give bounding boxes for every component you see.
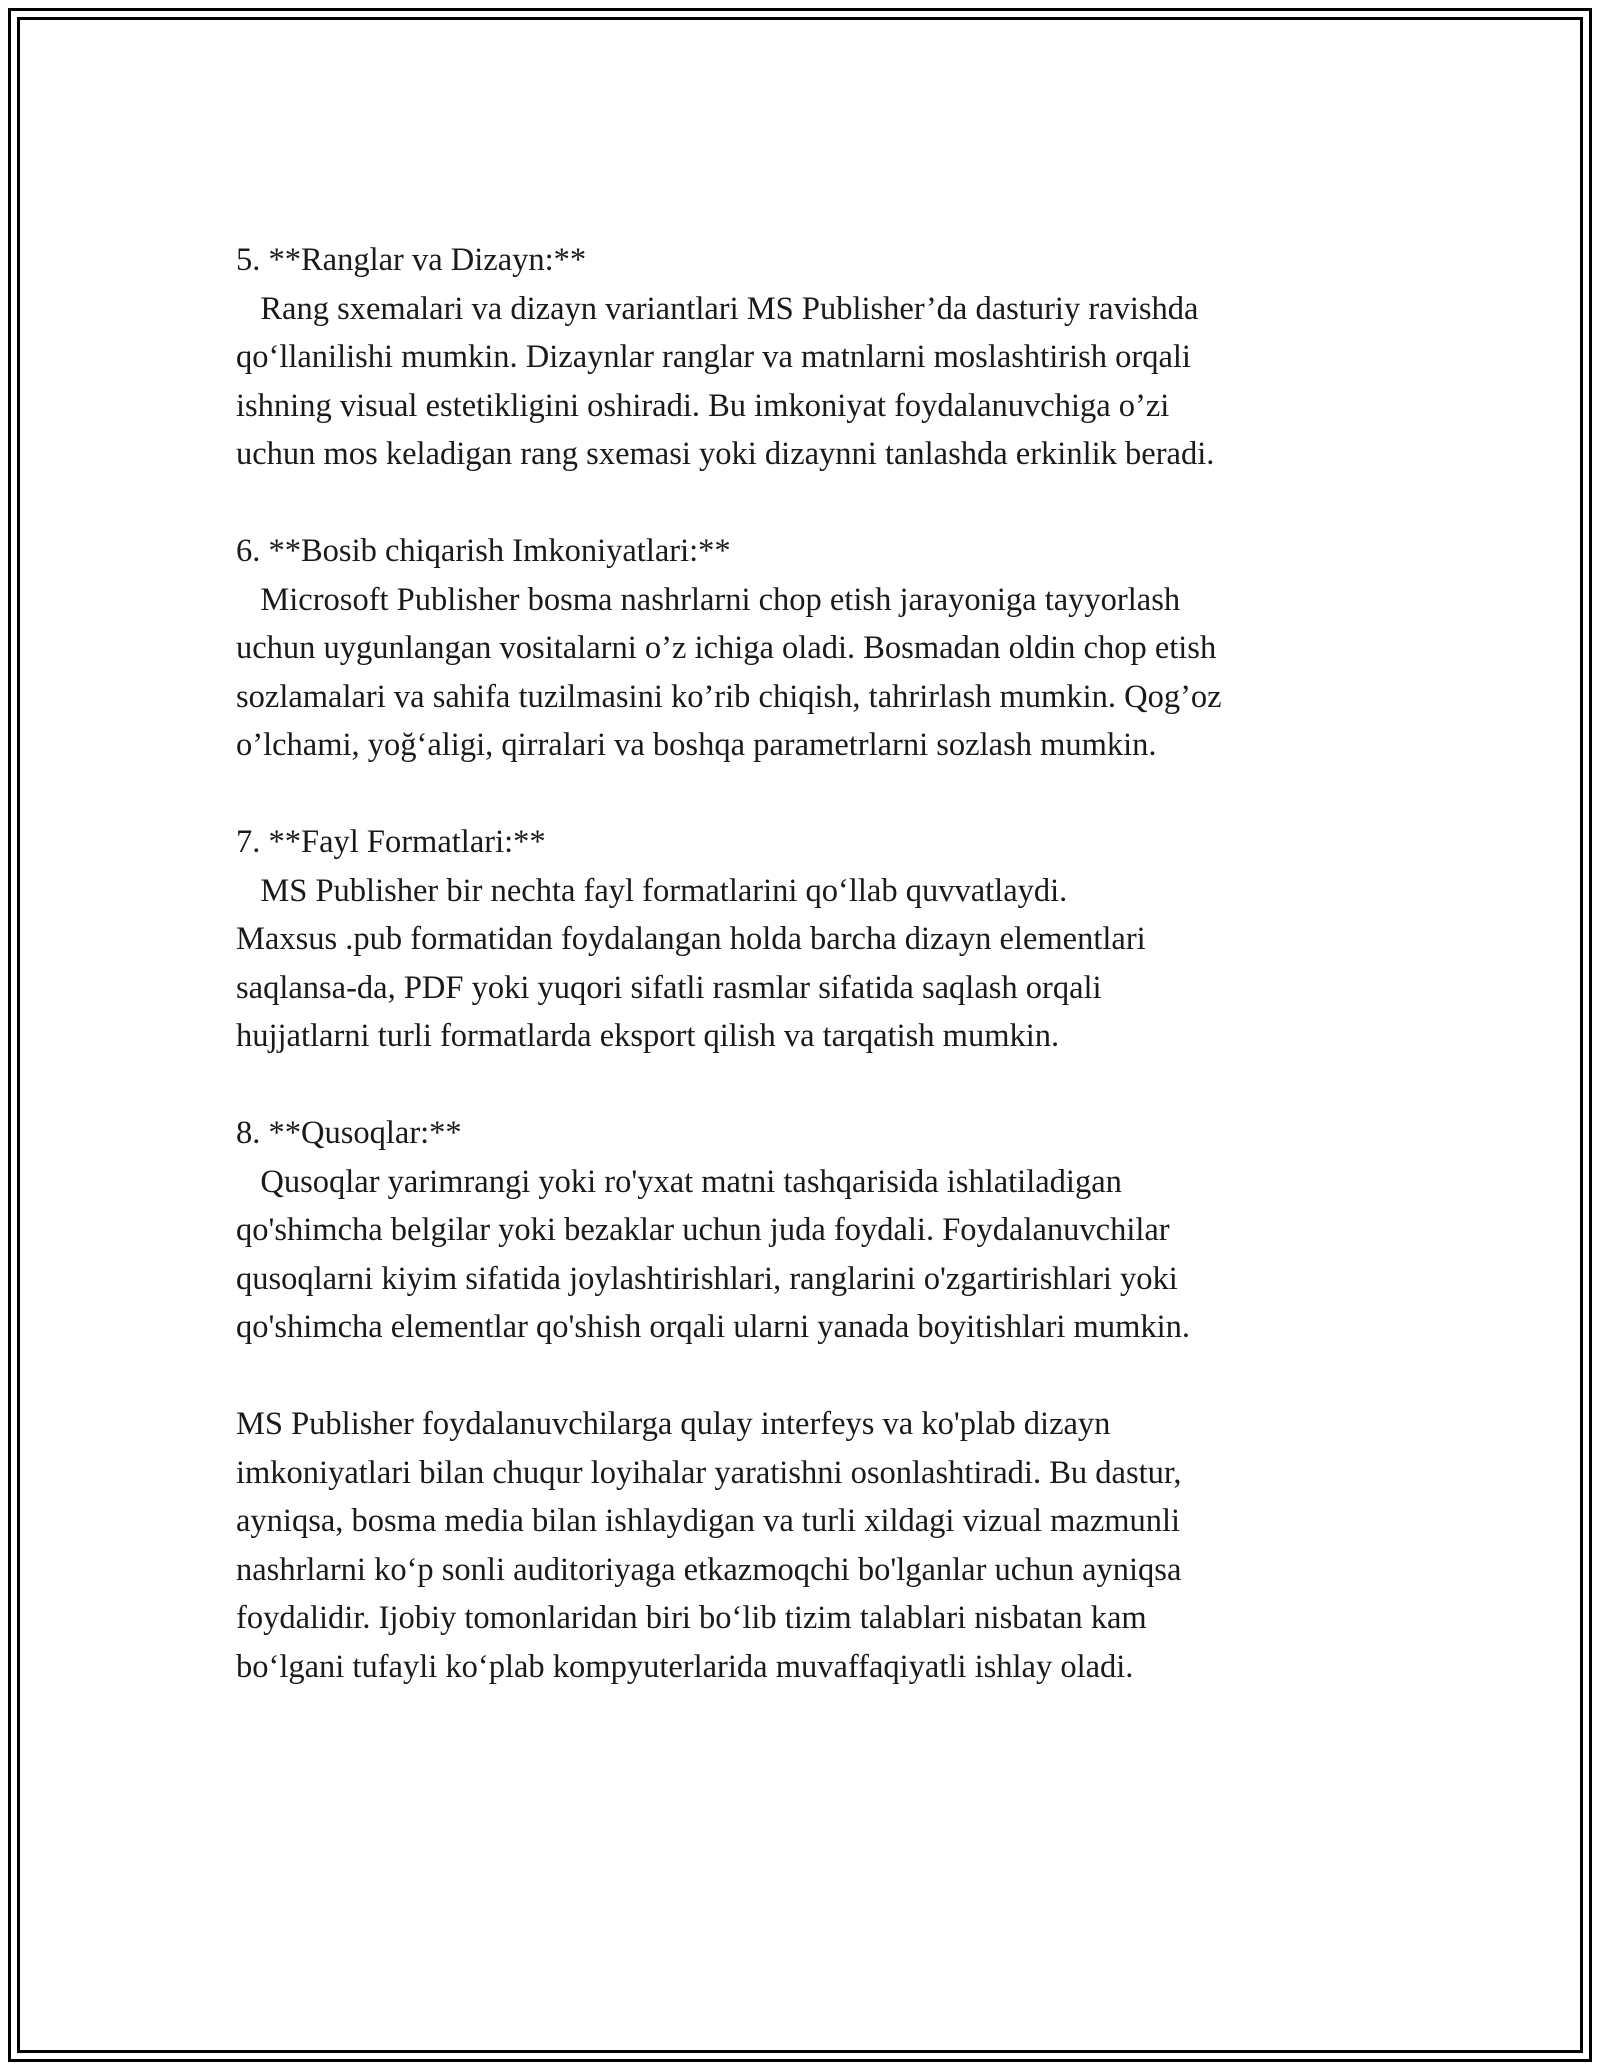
- text-line: o’lchami, yoğ‘aligi, qirralari va boshqa parametrlarni sozlash mumkin.: [236, 727, 1157, 763]
- text-line: uchun uygunlangan vositalarni o’z ichiga oladi. Bosmadan oldin chop etish: [236, 630, 1217, 666]
- text-line: qo'shimcha elementlar qo'shish orqali ularni yanada boyitishlari mumkin.: [236, 1309, 1191, 1345]
- section-heading: 5. **Ranglar va Dizayn:**: [236, 242, 587, 278]
- text-line: bo‘lgani tufayli ko‘plab kompyuterlarida muvaffaqiyatli ishlay oladi.: [236, 1648, 1134, 1685]
- text-line: qo‘llanilishi mumkin. Dizaynlar ranglar va matnlarni moslashtirish orqali: [236, 339, 1191, 375]
- text-line: Rang sxemalari va dizayn variantlari MS Publisher’da dasturiy ravishda: [236, 290, 1199, 327]
- text-line: Qusoqlar yarimrangi yoki ro'yxat matni tashqarisida ishlatiladigan: [236, 1163, 1122, 1200]
- document-body: [236, 236, 1386, 1740]
- text-line: qusoqlarni kiyim sifatida joylashtirishlari, ranglarini o'zgartirishlari yoki: [236, 1260, 1178, 1297]
- section-heading: 8. **Qusoqlar:**: [236, 1115, 462, 1151]
- section-heading: 6. **Bosib chiqarish Imkoniyatlari:**: [236, 533, 731, 569]
- text-line: ishning visual estetikligini oshiradi. Bu imkoniyat foydalanuvchiga o’zi: [236, 387, 1170, 424]
- section-fayl-formatlari: [236, 818, 1386, 1061]
- text-line: imkoniyatlari bilan chuqur loyihalar yaratishni osonlashtiradi. Bu dastur,: [236, 1454, 1182, 1491]
- text-line: Maxsus .pub formatidan foydalangan holda barcha dizayn elementlari: [236, 921, 1146, 957]
- text-line: hujjatlarni turli formatlarda eksport qilish va tarqatish mumkin.: [236, 1018, 1060, 1054]
- text-line: qo'shimcha belgilar yoki bezaklar uchun juda foydali. Foydalanuvchilar: [236, 1212, 1170, 1248]
- text-line: uchun mos keladigan rang sxemasi yoki dizaynni tanlashda erkinlik beradi.: [236, 436, 1215, 472]
- section-ranglar-va-dizayn: [236, 236, 1386, 479]
- section-heading: 7. **Fayl Formatlari:**: [236, 824, 546, 860]
- text-line: foydalidir. Ijobiy tomonlaridan biri bo‘lib tizim talablari nisbatan kam: [236, 1600, 1147, 1636]
- text-line: MS Publisher bir nechta fayl formatlarini qo‘llab quvvatlaydi.: [236, 872, 1068, 909]
- conclusion-paragraph: [236, 1400, 1386, 1691]
- section-qusoqlar: [236, 1109, 1386, 1352]
- text-line: MS Publisher foydalanuvchilarga qulay interfeys va ko'plab dizayn: [236, 1406, 1111, 1442]
- text-line: sozlamalari va sahifa tuzilmasini ko’rib chiqish, tahrirlash mumkin. Qog’oz: [236, 678, 1222, 715]
- section-bosib-chiqarish: [236, 527, 1386, 770]
- text-line: nashrlarni ko‘p sonli auditoriyaga etkazmoqchi bo'lganlar uchun ayniqsa: [236, 1551, 1182, 1588]
- text-line: ayniqsa, bosma media bilan ishlaydigan va turli xildagi vizual mazmunli: [236, 1503, 1181, 1539]
- text-line: saqlansa-da, PDF yoki yuqori sifatli rasmlar sifatida saqlash orqali: [236, 969, 1102, 1006]
- text-line: Microsoft Publisher bosma nashrlarni chop etish jarayoniga tayyorlash: [236, 581, 1181, 618]
